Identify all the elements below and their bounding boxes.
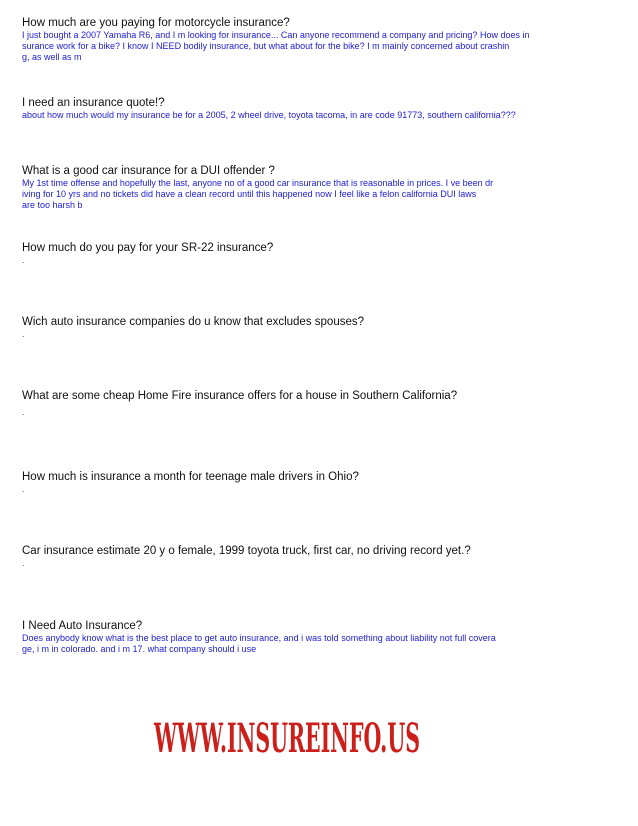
banner-text: WWW.INSUREINFO.US [153, 715, 420, 762]
question-title: What is a good car insurance for a DUI offender ? [22, 165, 275, 177]
body-line: iving for 10 yrs and no tickets did have a clean record until this happened now I feel like a felon california DUI laws [22, 189, 477, 199]
site-banner [152, 712, 422, 762]
question-block [22, 470, 624, 495]
question-body [22, 30, 624, 63]
question-title: I Need Auto Insurance? [22, 620, 143, 632]
body-line: Does anybody know what is the best place to get auto insurance, and i was told something about liability not full covera [22, 633, 496, 643]
body-line: are too harsh b [22, 200, 83, 210]
body-line: about how much would my insurance be for a 2005, 2 wheel drive, toyota tacoma, in are code 91773, southern california??? [22, 110, 516, 120]
question-block [22, 241, 624, 266]
question-body: . [22, 484, 25, 494]
question-body [22, 633, 624, 655]
question-block [22, 389, 624, 418]
body-line: ge, i m in colorado. and i m 17. what company should i use [22, 644, 257, 654]
question-title: How much is insurance a month for teenage male drivers in Ohio? [22, 471, 359, 483]
question-title: I need an insurance quote!? [22, 97, 165, 109]
question-block [22, 164, 624, 211]
body-line: I just bought a 2007 Yamaha R6, and I m looking for insurance... Can anyone recommend a company and pricing? How does in [22, 30, 530, 40]
question-body: . [22, 558, 25, 568]
question-block [22, 315, 624, 340]
question-body [22, 110, 624, 121]
question-body: . [22, 407, 25, 417]
question-title: Car insurance estimate 20 y o female, 1999 toyota truck, first car, no driving record yet.? [22, 545, 471, 557]
question-title: What are some cheap Home Fire insurance offers for a house in Southern California? [22, 390, 458, 402]
body-line: My 1st time offense and hopefully the last, anyone no of a good car insurance that is reasonable in prices. I ve been dr [22, 178, 494, 188]
question-title: How much are you paying for motorcycle insurance? [22, 17, 290, 29]
question-title: How much do you pay for your SR-22 insurance? [22, 242, 274, 254]
question-body [22, 178, 624, 211]
body-line: g, as well as m [22, 52, 82, 62]
question-block [22, 544, 624, 569]
body-line: surance work for a bike? I know I NEED bodily insurance, but what about for the bike? I m mainly concerned about crashin [22, 41, 510, 51]
question-block [22, 96, 624, 121]
question-body: . [22, 255, 25, 265]
question-block [22, 619, 624, 655]
question-title: Wich auto insurance companies do u know that excludes spouses? [22, 316, 365, 328]
question-block [22, 16, 624, 63]
banner-logo [152, 712, 422, 762]
question-body: . [22, 329, 25, 339]
